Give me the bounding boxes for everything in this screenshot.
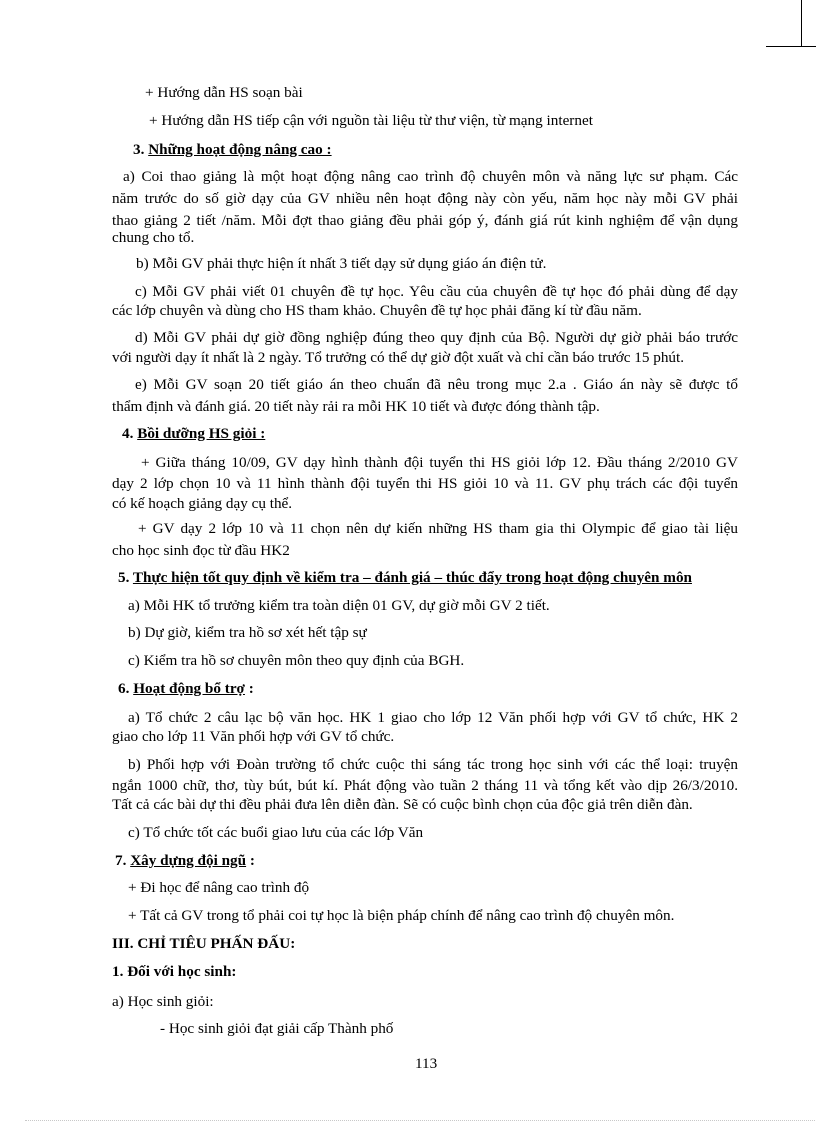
paragraph-line: thao giảng 2 tiết /năm. Mỗi đợt thao giảng đều phải góp ý, đánh giá rút kinh nghiệm để vận dụng: [112, 212, 738, 229]
paragraph-line: d) Mỗi GV phải dự giờ đồng nghiệp đúng theo quy định của Bộ. Người dự giờ phải báo trước: [135, 329, 738, 346]
crop-mark-top: [801, 0, 802, 46]
paragraph-line: cho học sinh đọc từ đầu HK2: [112, 542, 290, 559]
paragraph-line: b) Mỗi GV phải thực hiện ít nhất 3 tiết dạy sử dụng giáo án điện tử.: [136, 255, 547, 272]
paragraph-line: thẩm định và đánh giá. 20 tiết này rải ra mỗi HK 10 tiết và được đóng thành tập.: [112, 398, 600, 415]
list-item: a) Mỗi HK tổ trưởng kiểm tra toàn diện 01 GV, dự giờ mỗi GV 2 tiết.: [128, 597, 550, 614]
paragraph-line: a) Coi thao giảng là một hoạt động nâng cao trình độ chuyên môn và năng lực sư phạm. Các: [123, 168, 738, 185]
paragraph-line: a) Tổ chức 2 câu lạc bộ văn học. HK 1 giao cho lớp 12 Văn phối hợp với GV tổ chức, HK 2: [128, 709, 738, 726]
text-line: + Hướng dẫn HS soạn bài: [145, 84, 303, 101]
list-item: + Tất cả GV trong tổ phải coi tự học là biện pháp chính để nâng cao trình độ chuyên môn.: [128, 907, 675, 924]
list-item: + Đi học để nâng cao trình độ: [128, 879, 310, 896]
paragraph-line: có kế hoạch giảng dạy cụ thể.: [112, 495, 293, 512]
paragraph-line: e) Mỗi GV soạn 20 tiết giáo án theo chuẩn đã nêu trong mục 2.a . Giáo án này sẽ được tổ: [135, 376, 738, 393]
section-heading: 5. Thực hiện tốt quy định về kiểm tra – đánh giá – thúc đẩy trong hoạt động chuyên môn: [118, 569, 692, 586]
paragraph-line: chung cho tổ.: [112, 229, 195, 246]
paragraph-line: với người dạy ít nhất là 2 ngày. Tổ trưởng có thể dự giờ đột xuất và chỉ cần báo trước 15 phút.: [112, 349, 685, 366]
paragraph-line: Tất cả các bài dự thi đều phải đưa lên diễn đàn. Sẽ có cuộc bình chọn của độc giả trên diễn đàn.: [112, 796, 693, 813]
paragraph-line: năm trước do số giờ dạy của GV nhiều nên hoạt động này còn yếu, năm học này mỗi GV phải: [112, 190, 738, 207]
paragraph-line: dạy 2 lớp chọn 10 và 11 hình thành đội tuyển thi HS giỏi 10 và 11. GV phụ trách các đội tuyển: [112, 475, 738, 492]
chapter-heading: III. CHỈ TIÊU PHẤN ĐẤU:: [112, 935, 296, 952]
paragraph-line: + GV dạy 2 lớp 10 và 11 chọn nên dự kiến những HS tham gia thi Olympic để giao tài liệu: [138, 520, 738, 537]
paragraph-line: các lớp chuyên và dùng cho HS tham khảo. Chuyên đề tự học phải đăng kí từ đầu năm.: [112, 302, 642, 319]
crop-mark-right: [766, 46, 816, 47]
paragraph-line: ngắn 1000 chữ, thơ, tùy bút, bút kí. Phát động vào tuần 2 tháng 11 và tổng kết vào dịp 26/3/2010.: [112, 777, 738, 794]
paragraph-line: b) Phối hợp với Đoàn trường tổ chức cuộc thi sáng tác trong học sinh với các thể loại: truyện: [128, 756, 738, 773]
page-number: 113: [415, 1055, 438, 1072]
list-item: c) Tổ chức tốt các buổi giao lưu của các lớp Văn: [128, 824, 424, 841]
paragraph-line: + Giữa tháng 10/09, GV dạy hình thành đội tuyển thi HS giỏi lớp 12. Đầu tháng 2/2010 GV: [141, 454, 738, 471]
section-heading: 3. Những hoạt động nâng cao :: [133, 141, 332, 158]
page-bottom-border: [25, 1120, 815, 1121]
section-heading: 4. Bồi dưỡng HS giỏi :: [122, 425, 266, 442]
section-heading: 7. Xây dựng đội ngũ :: [115, 852, 255, 869]
section-heading: 6. Hoạt động bổ trợ :: [118, 680, 254, 697]
text-line: + Hướng dẫn HS tiếp cận với nguồn tài liệu từ thư viện, từ mạng internet: [149, 112, 593, 129]
list-item: b) Dự giờ, kiểm tra hồ sơ xét hết tập sự: [128, 624, 367, 641]
list-item: a) Học sinh giỏi:: [112, 993, 214, 1010]
subheading: 1. Đối với học sinh:: [112, 963, 237, 980]
list-item: - Học sinh giỏi đạt giải cấp Thành phố: [160, 1020, 394, 1037]
paragraph-line: c) Mỗi GV phải viết 01 chuyên đề tự học. Yêu cầu của chuyên đề tự học đó phải dùng để dạy: [135, 283, 738, 300]
list-item: c) Kiểm tra hồ sơ chuyên môn theo quy định của BGH.: [128, 652, 465, 669]
paragraph-line: giao cho lớp 11 Văn phối hợp với GV tổ chức.: [112, 728, 395, 745]
